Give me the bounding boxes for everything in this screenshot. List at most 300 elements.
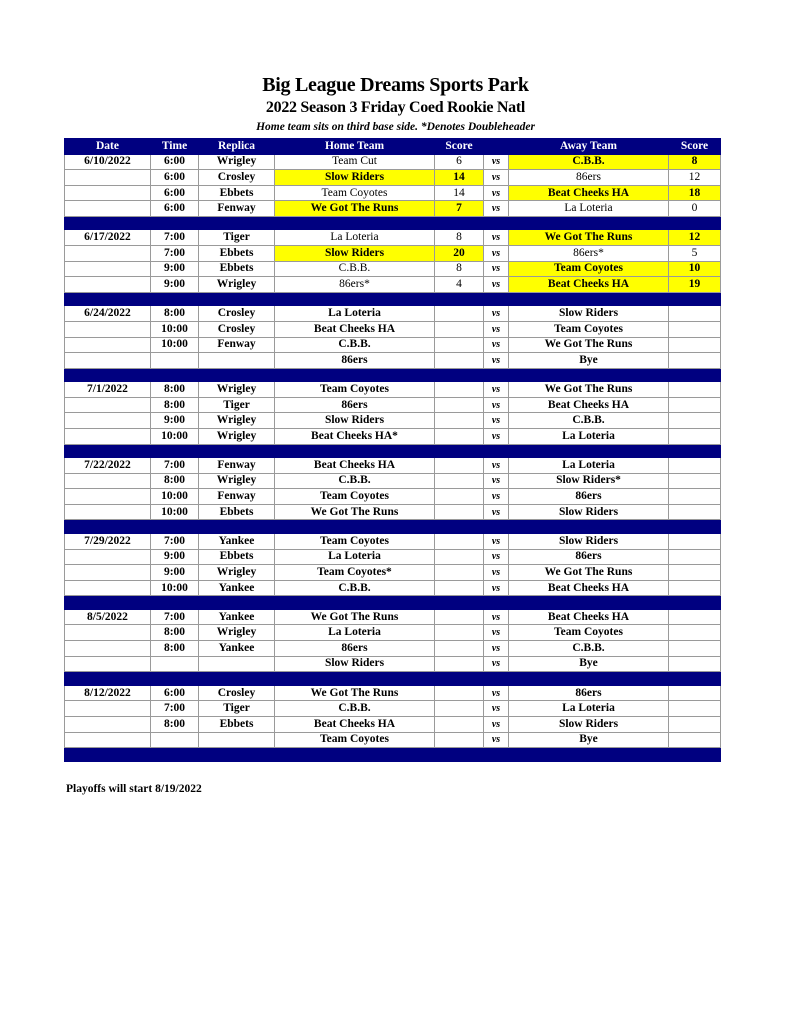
vs-label: vs	[484, 277, 509, 293]
away-score	[669, 413, 721, 429]
vs-label: vs	[484, 382, 509, 398]
home-team: Slow Riders	[275, 413, 435, 429]
vs-label: vs	[484, 473, 509, 489]
schedule-body	[65, 154, 721, 761]
column-header-time: Time	[151, 139, 199, 155]
home-score	[435, 429, 484, 445]
game-date	[65, 277, 151, 293]
away-team: We Got The Runs	[509, 382, 669, 398]
game-date: 8/5/2022	[65, 609, 151, 625]
week-separator	[65, 596, 721, 610]
game-time: 8:00	[151, 625, 199, 641]
game-date: 6/24/2022	[65, 306, 151, 322]
away-team: La Loteria	[509, 701, 669, 717]
game-time: 8:00	[151, 306, 199, 322]
vs-label: vs	[484, 701, 509, 717]
home-score: 14	[435, 170, 484, 186]
away-score: 10	[669, 261, 721, 277]
home-team: Team Coyotes	[275, 732, 435, 748]
away-team: Beat Cheeks HA	[509, 609, 669, 625]
home-team: Team Coyotes	[275, 489, 435, 505]
home-team: C.B.B.	[275, 261, 435, 277]
home-team: Team Coyotes	[275, 382, 435, 398]
home-score	[435, 533, 484, 549]
table-row	[65, 701, 721, 717]
vs-label: vs	[484, 533, 509, 549]
game-date	[65, 337, 151, 353]
home-score	[435, 353, 484, 369]
game-replica-field: Fenway	[199, 489, 275, 505]
game-time: 6:00	[151, 201, 199, 217]
away-team: Team Coyotes	[509, 321, 669, 337]
table-row	[65, 580, 721, 596]
game-time: 8:00	[151, 716, 199, 732]
week-separator	[65, 292, 721, 306]
home-score: 7	[435, 201, 484, 217]
away-score	[669, 353, 721, 369]
game-replica-field: Fenway	[199, 458, 275, 474]
away-team: 86ers	[509, 685, 669, 701]
game-replica-field: Tiger	[199, 397, 275, 413]
game-time: 9:00	[151, 277, 199, 293]
home-score	[435, 732, 484, 748]
home-score: 20	[435, 246, 484, 262]
home-score	[435, 625, 484, 641]
table-row	[65, 732, 721, 748]
away-score	[669, 685, 721, 701]
away-team: C.B.B.	[509, 641, 669, 657]
away-team: 86ers	[509, 489, 669, 505]
game-date	[65, 170, 151, 186]
schedule-table	[64, 138, 721, 762]
game-replica-field: Wrigley	[199, 413, 275, 429]
away-score	[669, 458, 721, 474]
home-score: 8	[435, 230, 484, 246]
table-row	[65, 261, 721, 277]
game-replica-field: Fenway	[199, 201, 275, 217]
game-time	[151, 732, 199, 748]
home-team: Beat Cheeks HA	[275, 458, 435, 474]
column-header-home-score: Score	[435, 139, 484, 155]
home-score: 14	[435, 185, 484, 201]
away-team: Slow Riders	[509, 716, 669, 732]
table-row	[65, 533, 721, 549]
game-replica-field: Yankee	[199, 641, 275, 657]
home-score	[435, 580, 484, 596]
vs-label: vs	[484, 321, 509, 337]
game-replica-field: Ebbets	[199, 716, 275, 732]
away-team: La Loteria	[509, 201, 669, 217]
game-replica-field: Crosley	[199, 685, 275, 701]
week-separator-bar	[65, 520, 721, 534]
game-replica-field: Crosley	[199, 170, 275, 186]
home-score	[435, 397, 484, 413]
game-time: 8:00	[151, 641, 199, 657]
home-team: Team Coyotes*	[275, 565, 435, 581]
away-score	[669, 716, 721, 732]
game-time: 8:00	[151, 397, 199, 413]
away-score	[669, 337, 721, 353]
vs-label: vs	[484, 353, 509, 369]
home-team: We Got The Runs	[275, 609, 435, 625]
home-score	[435, 473, 484, 489]
home-score	[435, 504, 484, 520]
game-time: 6:00	[151, 685, 199, 701]
away-score	[669, 489, 721, 505]
home-team: C.B.B.	[275, 701, 435, 717]
week-separator	[65, 748, 721, 762]
home-score	[435, 641, 484, 657]
vs-label: vs	[484, 170, 509, 186]
home-score	[435, 337, 484, 353]
away-score	[669, 701, 721, 717]
game-replica-field: Tiger	[199, 701, 275, 717]
game-time: 10:00	[151, 504, 199, 520]
home-score	[435, 489, 484, 505]
game-date	[65, 701, 151, 717]
away-score	[669, 549, 721, 565]
table-row	[65, 170, 721, 186]
away-score: 5	[669, 246, 721, 262]
game-date	[65, 549, 151, 565]
column-header-vs	[484, 139, 509, 155]
home-team: C.B.B.	[275, 473, 435, 489]
week-separator-bar	[65, 672, 721, 686]
week-separator	[65, 368, 721, 382]
home-team: La Loteria	[275, 549, 435, 565]
vs-label: vs	[484, 429, 509, 445]
game-time: 10:00	[151, 489, 199, 505]
week-separator-bar	[65, 596, 721, 610]
game-time: 10:00	[151, 337, 199, 353]
week-separator	[65, 672, 721, 686]
game-replica-field: Wrigley	[199, 625, 275, 641]
game-date	[65, 489, 151, 505]
game-time: 8:00	[151, 473, 199, 489]
game-date	[65, 473, 151, 489]
table-row	[65, 246, 721, 262]
table-row	[65, 185, 721, 201]
home-score	[435, 656, 484, 672]
table-row	[65, 353, 721, 369]
home-score	[435, 321, 484, 337]
game-replica-field: Wrigley	[199, 429, 275, 445]
page-title: Big League Dreams Sports Park	[262, 74, 529, 96]
home-score	[435, 716, 484, 732]
vs-label: vs	[484, 230, 509, 246]
vs-label: vs	[484, 246, 509, 262]
table-row	[65, 609, 721, 625]
away-team: Bye	[509, 732, 669, 748]
away-score: 12	[669, 170, 721, 186]
game-date	[65, 353, 151, 369]
home-score	[435, 685, 484, 701]
week-separator-bar	[65, 748, 721, 762]
home-team: La Loteria	[275, 625, 435, 641]
game-time: 10:00	[151, 429, 199, 445]
week-separator-bar	[65, 444, 721, 458]
table-row	[65, 306, 721, 322]
away-team: 86ers	[509, 170, 669, 186]
table-row	[65, 321, 721, 337]
game-date: 7/22/2022	[65, 458, 151, 474]
game-time: 7:00	[151, 230, 199, 246]
home-score: 8	[435, 261, 484, 277]
away-team: C.B.B.	[509, 154, 669, 170]
home-team: Beat Cheeks HA	[275, 321, 435, 337]
game-date	[65, 185, 151, 201]
column-header-row	[65, 139, 721, 155]
game-replica-field	[199, 656, 275, 672]
table-row	[65, 382, 721, 398]
vs-label: vs	[484, 306, 509, 322]
game-replica-field: Wrigley	[199, 154, 275, 170]
game-date	[65, 201, 151, 217]
week-separator	[65, 520, 721, 534]
vs-label: vs	[484, 580, 509, 596]
game-replica-field: Crosley	[199, 306, 275, 322]
table-row	[65, 641, 721, 657]
away-score	[669, 533, 721, 549]
game-date: 8/12/2022	[65, 685, 151, 701]
game-time: 6:00	[151, 154, 199, 170]
home-team: C.B.B.	[275, 580, 435, 596]
away-score	[669, 641, 721, 657]
game-replica-field: Ebbets	[199, 261, 275, 277]
game-date	[65, 261, 151, 277]
game-time: 7:00	[151, 246, 199, 262]
game-replica-field: Ebbets	[199, 246, 275, 262]
home-team: 86ers	[275, 397, 435, 413]
away-score: 0	[669, 201, 721, 217]
away-score	[669, 580, 721, 596]
vs-label: vs	[484, 261, 509, 277]
vs-label: vs	[484, 397, 509, 413]
home-score	[435, 382, 484, 398]
home-team: Team Coyotes	[275, 185, 435, 201]
away-score	[669, 473, 721, 489]
vs-label: vs	[484, 201, 509, 217]
game-time: 9:00	[151, 565, 199, 581]
week-separator-bar	[65, 368, 721, 382]
home-score	[435, 413, 484, 429]
away-team: La Loteria	[509, 429, 669, 445]
table-row	[65, 413, 721, 429]
game-date	[65, 504, 151, 520]
game-date	[65, 413, 151, 429]
away-team: Beat Cheeks HA	[509, 580, 669, 596]
away-score	[669, 504, 721, 520]
game-replica-field: Tiger	[199, 230, 275, 246]
home-team: Slow Riders	[275, 656, 435, 672]
game-date	[65, 321, 151, 337]
home-score: 6	[435, 154, 484, 170]
game-replica-field: Yankee	[199, 609, 275, 625]
vs-label: vs	[484, 413, 509, 429]
away-team: 86ers	[509, 549, 669, 565]
game-replica-field	[199, 353, 275, 369]
away-team: La Loteria	[509, 458, 669, 474]
home-team: 86ers*	[275, 277, 435, 293]
home-team: Team Coyotes	[275, 533, 435, 549]
vs-label: vs	[484, 185, 509, 201]
table-row	[65, 565, 721, 581]
away-team: Bye	[509, 656, 669, 672]
table-row	[65, 397, 721, 413]
away-team: Beat Cheeks HA	[509, 277, 669, 293]
table-row	[65, 154, 721, 170]
game-date: 7/1/2022	[65, 382, 151, 398]
game-time: 9:00	[151, 413, 199, 429]
home-team: We Got The Runs	[275, 685, 435, 701]
away-team: Team Coyotes	[509, 261, 669, 277]
vs-label: vs	[484, 154, 509, 170]
table-row	[65, 489, 721, 505]
away-score: 12	[669, 230, 721, 246]
game-time: 7:00	[151, 609, 199, 625]
away-team: Team Coyotes	[509, 625, 669, 641]
week-separator	[65, 444, 721, 458]
game-time	[151, 353, 199, 369]
away-score	[669, 429, 721, 445]
table-row	[65, 504, 721, 520]
game-replica-field: Ebbets	[199, 549, 275, 565]
table-row	[65, 549, 721, 565]
game-time: 9:00	[151, 549, 199, 565]
away-score	[669, 732, 721, 748]
away-score	[669, 321, 721, 337]
vs-label: vs	[484, 337, 509, 353]
vs-label: vs	[484, 685, 509, 701]
game-date: 7/29/2022	[65, 533, 151, 549]
table-row	[65, 473, 721, 489]
table-row	[65, 716, 721, 732]
table-row	[65, 277, 721, 293]
game-date	[65, 429, 151, 445]
home-team: Beat Cheeks HA	[275, 716, 435, 732]
game-time: 10:00	[151, 580, 199, 596]
table-row	[65, 429, 721, 445]
away-team: We Got The Runs	[509, 230, 669, 246]
away-score: 8	[669, 154, 721, 170]
game-time: 9:00	[151, 261, 199, 277]
away-team: C.B.B.	[509, 413, 669, 429]
game-time: 6:00	[151, 170, 199, 186]
game-time: 7:00	[151, 458, 199, 474]
game-date	[65, 716, 151, 732]
away-team: We Got The Runs	[509, 565, 669, 581]
away-score: 19	[669, 277, 721, 293]
vs-label: vs	[484, 489, 509, 505]
vs-label: vs	[484, 549, 509, 565]
game-date	[65, 641, 151, 657]
home-score	[435, 701, 484, 717]
away-team: Slow Riders*	[509, 473, 669, 489]
column-header-replica: Replica	[199, 139, 275, 155]
away-score	[669, 565, 721, 581]
game-date	[65, 246, 151, 262]
home-score	[435, 609, 484, 625]
vs-label: vs	[484, 625, 509, 641]
away-team: Beat Cheeks HA	[509, 397, 669, 413]
away-team: Slow Riders	[509, 306, 669, 322]
home-team: C.B.B.	[275, 337, 435, 353]
away-team: Beat Cheeks HA	[509, 185, 669, 201]
schedule-note: Home team sits on third base side. *Denotes Doubleheader	[256, 121, 535, 133]
game-date	[65, 580, 151, 596]
game-replica-field: Wrigley	[199, 473, 275, 489]
table-row	[65, 230, 721, 246]
vs-label: vs	[484, 641, 509, 657]
game-replica-field: Ebbets	[199, 504, 275, 520]
playoffs-note: Playoffs will start 8/19/2022	[66, 783, 202, 795]
table-row	[65, 201, 721, 217]
away-score	[669, 656, 721, 672]
home-team: 86ers	[275, 641, 435, 657]
game-date	[65, 656, 151, 672]
away-team: Slow Riders	[509, 504, 669, 520]
game-replica-field	[199, 732, 275, 748]
home-team: Beat Cheeks HA*	[275, 429, 435, 445]
game-replica-field: Wrigley	[199, 277, 275, 293]
home-team: La Loteria	[275, 306, 435, 322]
game-replica-field: Fenway	[199, 337, 275, 353]
game-time: 8:00	[151, 382, 199, 398]
game-date: 6/17/2022	[65, 230, 151, 246]
week-separator	[65, 216, 721, 230]
vs-label: vs	[484, 609, 509, 625]
away-team: Slow Riders	[509, 533, 669, 549]
game-replica-field: Yankee	[199, 533, 275, 549]
game-replica-field: Wrigley	[199, 565, 275, 581]
home-score	[435, 549, 484, 565]
table-row	[65, 458, 721, 474]
vs-label: vs	[484, 732, 509, 748]
game-time: 7:00	[151, 533, 199, 549]
away-score	[669, 306, 721, 322]
away-score	[669, 397, 721, 413]
game-replica-field: Crosley	[199, 321, 275, 337]
column-header-away-team: Away Team	[509, 139, 669, 155]
game-date	[65, 397, 151, 413]
away-team: 86ers*	[509, 246, 669, 262]
game-time: 7:00	[151, 701, 199, 717]
game-replica-field: Yankee	[199, 580, 275, 596]
vs-label: vs	[484, 504, 509, 520]
game-replica-field: Ebbets	[199, 185, 275, 201]
week-separator-bar	[65, 216, 721, 230]
game-date: 6/10/2022	[65, 154, 151, 170]
home-team: Slow Riders	[275, 170, 435, 186]
season-subtitle: 2022 Season 3 Friday Coed Rookie Natl	[265, 99, 526, 116]
table-row	[65, 337, 721, 353]
game-replica-field: Wrigley	[199, 382, 275, 398]
away-team: We Got The Runs	[509, 337, 669, 353]
table-row	[65, 656, 721, 672]
home-score	[435, 565, 484, 581]
game-date	[65, 732, 151, 748]
away-score: 18	[669, 185, 721, 201]
away-team: Bye	[509, 353, 669, 369]
table-row	[65, 625, 721, 641]
home-team: La Loteria	[275, 230, 435, 246]
table-row	[65, 685, 721, 701]
vs-label: vs	[484, 565, 509, 581]
home-team: Slow Riders	[275, 246, 435, 262]
away-score	[669, 609, 721, 625]
home-score: 4	[435, 277, 484, 293]
column-header-away-score: Score	[669, 139, 721, 155]
